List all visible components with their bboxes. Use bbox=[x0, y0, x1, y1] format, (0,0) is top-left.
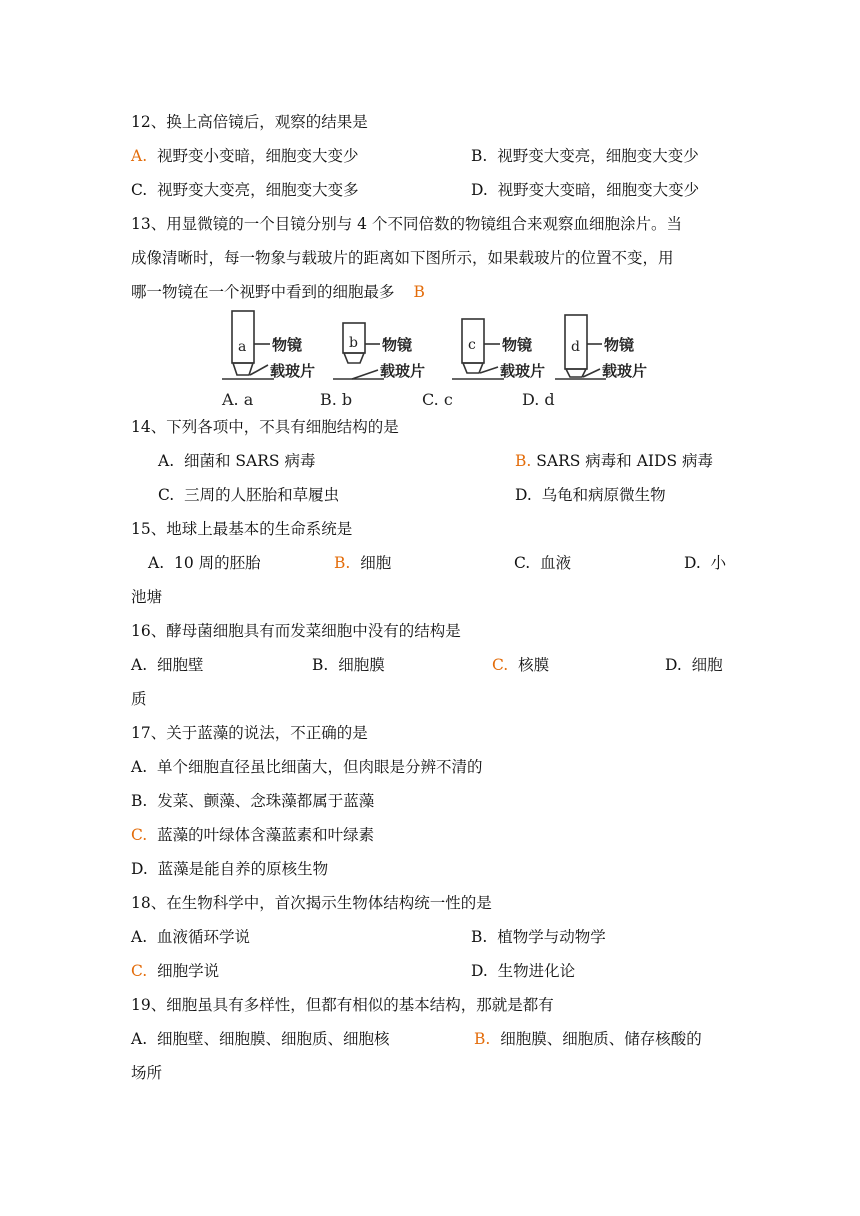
option-letter: C. bbox=[131, 181, 148, 199]
lens-letter-b: b bbox=[349, 335, 358, 351]
option-text: 三周的人胚胎和草履虫 bbox=[184, 486, 340, 504]
figure-option-b: B. b bbox=[320, 390, 353, 409]
q15-option-a bbox=[148, 553, 261, 573]
lens-letter-d: d bbox=[571, 339, 580, 355]
q16-option-b bbox=[312, 655, 385, 675]
option-text: 单个细胞直径虽比细菌大，但肉眼是分辨不清的 bbox=[156, 758, 483, 776]
option-text: 发菜、颤藻、念珠藻都属于蓝藻 bbox=[157, 792, 375, 810]
option-letter: A. bbox=[131, 758, 148, 776]
option-letter: C. bbox=[131, 826, 148, 844]
q13-stem-line2: 成像清晰时，每一物象与载玻片的距离如下图所示，如果载玻片的位置不变，用 bbox=[131, 249, 674, 267]
q17-option-b bbox=[131, 791, 374, 811]
option-text: 细菌和 SARS 病毒 bbox=[183, 452, 316, 470]
figure-option-c: C. c bbox=[422, 390, 453, 409]
option-letter: C. bbox=[158, 486, 175, 504]
option-text: 细胞学说 bbox=[157, 962, 220, 980]
option-text: 细胞壁 bbox=[156, 656, 204, 674]
q19-option-b bbox=[474, 1029, 702, 1049]
q15-option-d bbox=[684, 553, 726, 573]
lens-tip-c bbox=[463, 363, 483, 373]
option-letter: D. bbox=[515, 486, 532, 504]
option-text: 乌龟和病原微生物 bbox=[541, 486, 666, 504]
q12-option-a bbox=[131, 146, 359, 166]
q15-option-c bbox=[514, 553, 571, 573]
q16-option-d-wrap: 质 bbox=[131, 690, 147, 708]
option-text: 视野变大变暗，细胞变大变少 bbox=[497, 181, 700, 199]
option-text: 核膜 bbox=[518, 656, 550, 674]
option-text: 血液 bbox=[540, 554, 572, 572]
option-letter: B. bbox=[334, 554, 351, 572]
q19-option-b-wrap: 场所 bbox=[131, 1064, 163, 1082]
q12-option-b bbox=[471, 146, 699, 166]
option-text: 生物进化论 bbox=[497, 962, 576, 980]
option-text: 蓝藻的叶绿体含藻蓝素和叶绿素 bbox=[157, 826, 375, 844]
option-letter: D. bbox=[131, 860, 148, 878]
option-letter: B. bbox=[474, 1030, 491, 1048]
option-letter: A. bbox=[131, 147, 148, 165]
objective-lens-a bbox=[232, 311, 254, 363]
lens-tip-b bbox=[344, 353, 364, 363]
q17-option-a bbox=[131, 757, 483, 777]
lens-tip-a bbox=[233, 363, 253, 375]
option-letter: A. bbox=[131, 656, 148, 674]
option-text: 蓝藻是能自养的原核生物 bbox=[157, 860, 329, 878]
option-letter: D. bbox=[471, 962, 488, 980]
option-letter: C. bbox=[514, 554, 531, 572]
q14-option-b bbox=[515, 451, 713, 471]
option-text: 细胞壁、细胞膜、细胞质、细胞核 bbox=[156, 1030, 390, 1048]
option-letter: B. bbox=[471, 928, 488, 946]
q18-option-b bbox=[471, 927, 606, 947]
q13-stem-line1: 13、用显微镜的一个目镜分别与 4 个不同倍数的物镜组合来观察血细胞涂片。当 bbox=[131, 215, 682, 233]
option-text: 视野变小变暗，细胞变大变少 bbox=[156, 147, 359, 165]
option-text: 细胞 bbox=[360, 554, 392, 572]
option-letter: C. bbox=[492, 656, 509, 674]
q12-option-c bbox=[131, 180, 359, 200]
q19-stem: 19、细胞虽具有多样性，但都有相似的基本结构，那就是都有 bbox=[131, 996, 554, 1014]
q16-stem: 16、酵母菌细胞具有而发菜细胞中没有的结构是 bbox=[131, 622, 461, 640]
option-letter: B. bbox=[515, 452, 532, 470]
option-letter: B. bbox=[131, 792, 148, 810]
option-text: 视野变大变亮，细胞变大变多 bbox=[157, 181, 359, 199]
q15-option-b bbox=[334, 553, 391, 573]
q18-option-c bbox=[131, 961, 219, 981]
q18-option-a bbox=[131, 927, 250, 947]
objective-label-d: 物镜 bbox=[604, 336, 635, 354]
figure-option-a: A. a bbox=[222, 390, 254, 409]
lens-tip-d bbox=[566, 369, 586, 377]
q15-stem: 15、地球上最基本的生命系统是 bbox=[131, 520, 353, 538]
option-text: 10 周的胚胎 bbox=[173, 554, 261, 572]
option-text: 细胞 bbox=[691, 656, 723, 674]
option-letter: D. bbox=[684, 554, 701, 572]
option-text: 植物学与动物学 bbox=[497, 928, 606, 946]
q17-option-c bbox=[131, 825, 374, 845]
q18-stem: 18、在生物科学中，首次揭示生物体结构统一性的是 bbox=[131, 894, 492, 912]
q18-option-d bbox=[471, 961, 575, 981]
slide-label-c: 载玻片 bbox=[500, 362, 546, 380]
slide-label-a: 载玻片 bbox=[270, 362, 316, 380]
option-letter: A. bbox=[158, 452, 175, 470]
q15-option-d-wrap: 池塘 bbox=[131, 588, 163, 606]
objective-label-a: 物镜 bbox=[272, 336, 303, 354]
q12-stem: 12、换上高倍镜后，观察的结果是 bbox=[131, 113, 368, 131]
q17-stem: 17、关于蓝藻的说法，不正确的是 bbox=[131, 724, 368, 742]
option-text: 视野变大变亮，细胞变大变少 bbox=[497, 147, 699, 165]
q13-answer: B bbox=[413, 283, 425, 301]
option-letter: A. bbox=[131, 928, 148, 946]
q14-option-d bbox=[515, 485, 666, 505]
lens-letter-a: a bbox=[238, 339, 247, 355]
option-text: 血液循环学说 bbox=[156, 928, 250, 946]
q16-option-a bbox=[131, 655, 204, 675]
option-text: SARS 病毒和 AIDS 病毒 bbox=[536, 452, 714, 470]
q13-stem-line3: 哪一物镜在一个视野中看到的细胞最多 B bbox=[131, 283, 425, 301]
q12-option-d bbox=[471, 180, 699, 200]
slide-label-d: 载玻片 bbox=[602, 362, 648, 380]
option-letter: A. bbox=[148, 554, 165, 572]
option-letter: B. bbox=[471, 147, 488, 165]
figure-option-d: D. d bbox=[522, 390, 555, 409]
option-letter: D. bbox=[471, 181, 488, 199]
option-letter: A. bbox=[131, 1030, 148, 1048]
objective-label-b: 物镜 bbox=[382, 336, 413, 354]
option-letter: C. bbox=[131, 962, 148, 980]
q14-option-a bbox=[158, 451, 315, 471]
option-text: 细胞膜 bbox=[338, 656, 385, 674]
option-text: 细胞膜、细胞质、储存核酸的 bbox=[500, 1030, 702, 1048]
q16-option-d bbox=[665, 655, 723, 675]
q19-option-a bbox=[131, 1029, 390, 1049]
slide-label-b: 载玻片 bbox=[380, 362, 426, 380]
q16-option-c bbox=[492, 655, 549, 675]
objective-label-c: 物镜 bbox=[502, 336, 533, 354]
q14-stem: 14、下列各项中，不具有细胞结构的是 bbox=[131, 418, 399, 436]
option-letter: B. bbox=[312, 656, 329, 674]
q17-option-d bbox=[131, 859, 328, 879]
option-letter: D. bbox=[665, 656, 682, 674]
q14-option-c bbox=[158, 485, 339, 505]
microscope-objectives-figure bbox=[212, 309, 672, 411]
lens-letter-c: c bbox=[468, 337, 476, 353]
option-text: 小 bbox=[710, 554, 727, 572]
